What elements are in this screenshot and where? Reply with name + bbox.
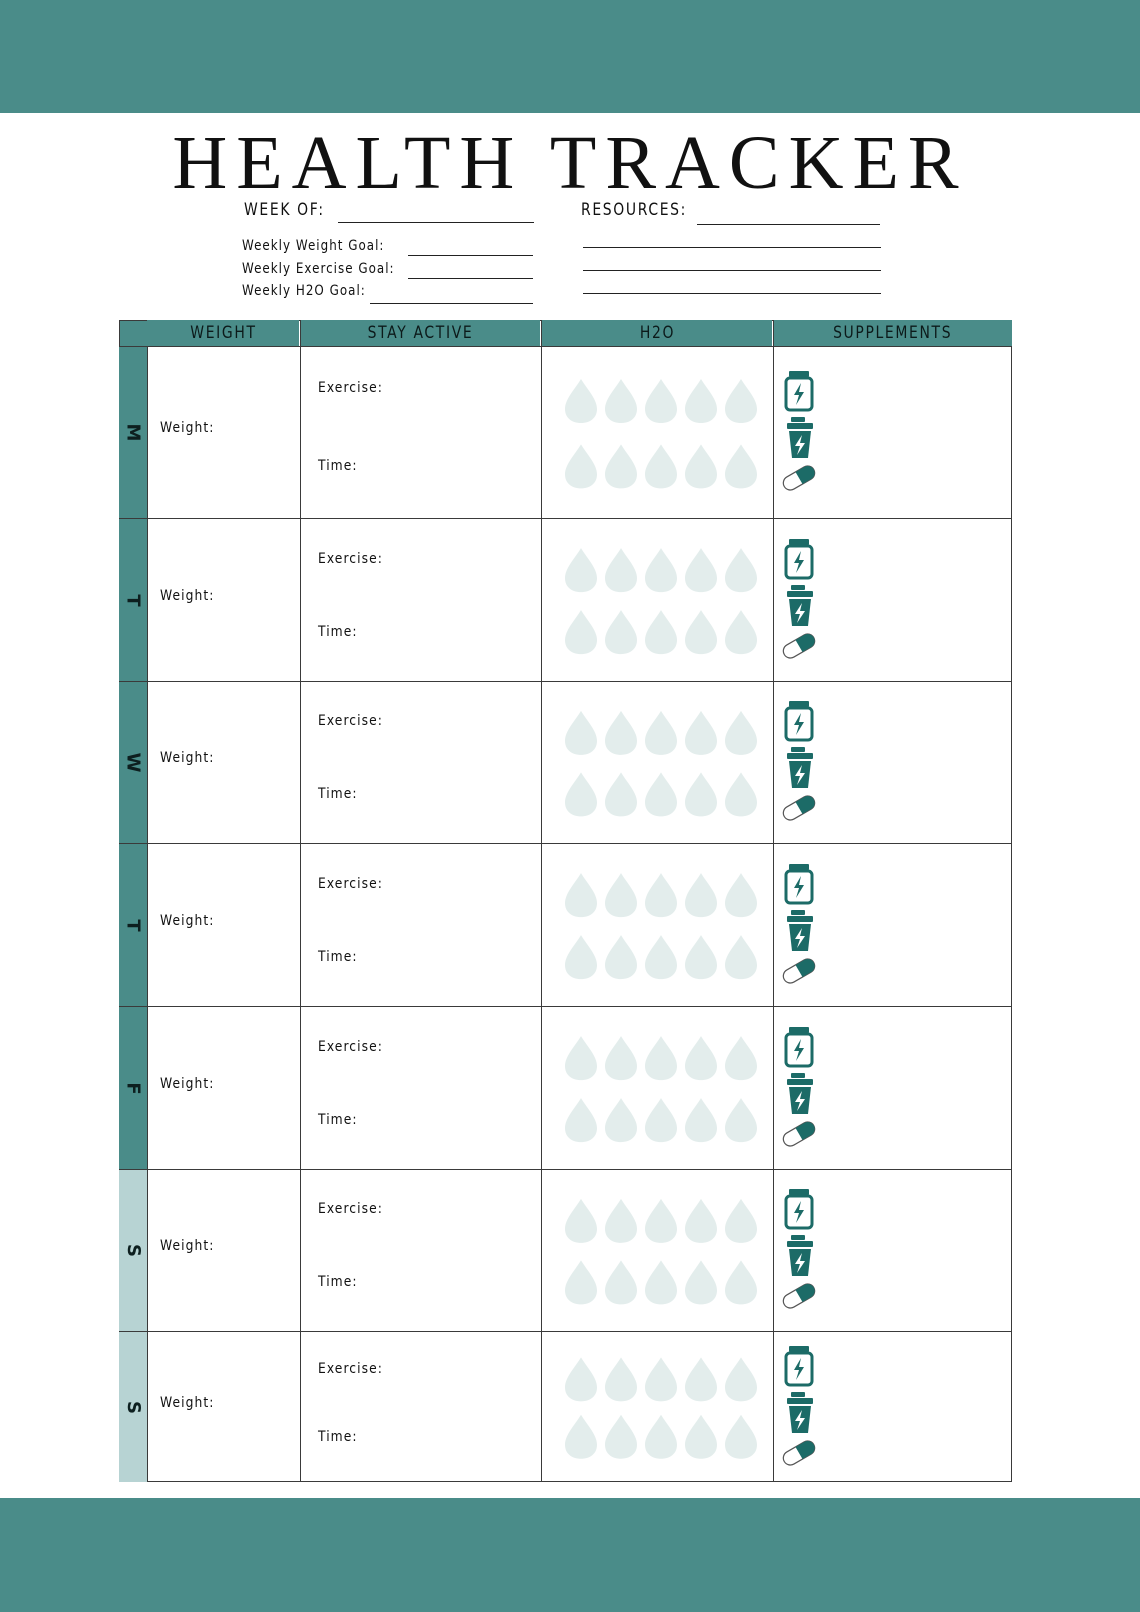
water-drops: [542, 1006, 772, 1169]
water-drop-icon[interactable]: [605, 548, 637, 592]
water-drop-icon[interactable]: [725, 1098, 757, 1142]
water-drop-icon[interactable]: [645, 1036, 677, 1080]
exercise-goal-label: Weekly Exercise Goal:: [242, 261, 395, 277]
water-drop-icon[interactable]: [565, 1199, 597, 1243]
top-band: [0, 0, 1140, 113]
water-drop-icon[interactable]: [605, 1357, 637, 1401]
water-drop-icon[interactable]: [645, 1260, 677, 1304]
water-drop-icon[interactable]: [645, 1357, 677, 1401]
week-of-label: WEEK OF:: [244, 200, 325, 220]
water-drop-icon[interactable]: [645, 444, 677, 488]
supplement-bottle-icon[interactable]: [786, 1027, 812, 1066]
day-letter: M: [122, 423, 144, 442]
water-drop-icon[interactable]: [605, 1199, 637, 1243]
weight-label: Weight:: [160, 912, 215, 929]
shaker-cup-icon[interactable]: [787, 1392, 813, 1433]
capsule-icon[interactable]: [781, 631, 817, 660]
water-drop-icon[interactable]: [725, 711, 757, 755]
shaker-cup-icon[interactable]: [787, 1235, 813, 1276]
day-cell: [119, 347, 147, 518]
water-drops: [542, 681, 772, 843]
supplement-bottle-icon[interactable]: [786, 371, 812, 410]
capsule-icon[interactable]: [781, 793, 817, 822]
column-header-supplements: SUPPLEMENTS: [774, 320, 1012, 346]
water-drop-icon[interactable]: [685, 873, 717, 917]
weight-goal-line[interactable]: [408, 255, 533, 256]
supplement-icons: [781, 1026, 831, 1156]
capsule-icon[interactable]: [781, 1438, 817, 1467]
resources-line-3[interactable]: [583, 270, 881, 271]
tracker-table: [119, 320, 1012, 1482]
h2o-goal-line[interactable]: [370, 303, 533, 304]
column-header-weight: WEIGHT: [147, 320, 299, 346]
water-drop-icon[interactable]: [605, 1036, 637, 1080]
water-drop-icon[interactable]: [645, 711, 677, 755]
day-cell: [119, 682, 147, 843]
water-drop-icon[interactable]: [725, 1036, 757, 1080]
exercise-label: Exercise:: [318, 1361, 383, 1378]
day-cell: [119, 519, 147, 681]
water-drop-icon[interactable]: [685, 1036, 717, 1080]
capsule-icon[interactable]: [781, 956, 817, 985]
water-drop-icon[interactable]: [565, 1357, 597, 1401]
day-letter: F: [122, 1081, 144, 1095]
resources-label: RESOURCES:: [581, 200, 687, 220]
day-letter: S: [122, 1400, 144, 1414]
week-of-line[interactable]: [338, 222, 534, 223]
supplement-icons: [781, 370, 831, 500]
water-drop-icon[interactable]: [605, 1098, 637, 1142]
time-label: Time:: [318, 1111, 358, 1128]
time-label: Time:: [318, 457, 358, 474]
water-drop-icon[interactable]: [605, 379, 637, 423]
water-drop-icon[interactable]: [605, 610, 637, 654]
water-drop-icon[interactable]: [605, 772, 637, 816]
water-drop-icon[interactable]: [605, 935, 637, 979]
water-drop-icon[interactable]: [725, 935, 757, 979]
bottom-band: [0, 1498, 1140, 1612]
time-label: Time:: [318, 1429, 358, 1446]
exercise-label: Exercise:: [318, 1201, 383, 1218]
day-letter: W: [122, 752, 144, 773]
water-drops: [542, 518, 772, 681]
water-drops: [542, 1331, 772, 1482]
water-drop-icon[interactable]: [565, 772, 597, 816]
weight-label: Weight:: [160, 1075, 215, 1092]
water-drop-icon[interactable]: [685, 1415, 717, 1459]
water-drop-icon[interactable]: [645, 1199, 677, 1243]
day-letter: S: [122, 1244, 144, 1257]
water-drop-icon[interactable]: [565, 1260, 597, 1304]
weight-label: Weight:: [160, 587, 215, 604]
day-letter: T: [122, 593, 144, 607]
day-cell: [119, 1007, 147, 1169]
shaker-cup-icon[interactable]: [787, 747, 813, 788]
day-cell: [119, 1332, 147, 1482]
shaker-cup-icon[interactable]: [787, 585, 813, 626]
day-letter: T: [122, 918, 144, 932]
water-drop-icon[interactable]: [685, 772, 717, 816]
water-drop-icon[interactable]: [725, 548, 757, 592]
time-label: Time:: [318, 1274, 358, 1291]
water-drop-icon[interactable]: [725, 379, 757, 423]
page-title: HEALTH TRACKER: [172, 121, 968, 205]
weight-goal-label: Weekly Weight Goal:: [242, 238, 385, 254]
exercise-label: Exercise:: [318, 380, 383, 397]
column-header-stay-active: STAY ACTIVE: [301, 320, 540, 346]
water-drop-icon[interactable]: [565, 1415, 597, 1459]
exercise-label: Exercise:: [318, 550, 383, 567]
shaker-cup-icon[interactable]: [787, 910, 813, 951]
water-drop-icon[interactable]: [725, 1260, 757, 1304]
resources-line-4[interactable]: [583, 293, 881, 294]
resources-line-2[interactable]: [583, 247, 881, 248]
resources-line-1[interactable]: [697, 224, 880, 225]
column-header-h2o: H2O: [542, 320, 772, 346]
water-drop-icon[interactable]: [565, 610, 597, 654]
water-drop-icon[interactable]: [725, 1415, 757, 1459]
water-drop-icon[interactable]: [685, 1260, 717, 1304]
water-drop-icon[interactable]: [685, 935, 717, 979]
water-drop-icon[interactable]: [565, 711, 597, 755]
water-drop-icon[interactable]: [605, 1415, 637, 1459]
water-drop-icon[interactable]: [645, 1098, 677, 1142]
shaker-cup-icon[interactable]: [787, 417, 813, 458]
water-drops: [542, 1169, 772, 1331]
water-drop-icon[interactable]: [725, 610, 757, 654]
water-drop-icon[interactable]: [565, 444, 597, 488]
weight-label: Weight:: [160, 750, 215, 766]
water-drop-icon[interactable]: [645, 548, 677, 592]
water-drop-icon[interactable]: [725, 444, 757, 488]
supplement-bottle-icon[interactable]: [786, 701, 812, 740]
water-drop-icon[interactable]: [605, 444, 637, 488]
water-drop-icon[interactable]: [565, 379, 597, 423]
supplement-bottle-icon[interactable]: [786, 1346, 812, 1385]
exercise-goal-line[interactable]: [408, 278, 533, 279]
water-drop-icon[interactable]: [645, 1415, 677, 1459]
water-drop-icon[interactable]: [565, 873, 597, 917]
water-drop-icon[interactable]: [645, 610, 677, 654]
supplement-bottle-icon[interactable]: [786, 1189, 812, 1228]
water-drop-icon[interactable]: [685, 1357, 717, 1401]
capsule-icon[interactable]: [781, 1119, 817, 1148]
exercise-label: Exercise:: [318, 1038, 383, 1055]
water-drop-icon[interactable]: [725, 1357, 757, 1401]
water-drop-icon[interactable]: [685, 379, 717, 423]
weight-label: Weight:: [160, 420, 215, 436]
supplement-icons: [781, 1188, 831, 1318]
water-drop-icon[interactable]: [645, 379, 677, 423]
water-drop-icon[interactable]: [725, 873, 757, 917]
water-drop-icon[interactable]: [565, 935, 597, 979]
water-drop-icon[interactable]: [645, 935, 677, 979]
water-drop-icon[interactable]: [605, 873, 637, 917]
water-drops: [542, 843, 772, 1006]
supplement-icons: [781, 1345, 831, 1475]
header-corner: [119, 320, 147, 346]
water-drop-icon[interactable]: [565, 1036, 597, 1080]
h2o-goal-label: Weekly H2O Goal:: [242, 283, 366, 299]
water-drop-icon[interactable]: [685, 1199, 717, 1243]
day-cell: [119, 1170, 147, 1331]
water-drop-icon[interactable]: [685, 444, 717, 488]
time-label: Time:: [318, 786, 358, 803]
water-drop-icon[interactable]: [565, 548, 597, 592]
supplement-icons: [781, 700, 831, 830]
water-drop-icon[interactable]: [645, 873, 677, 917]
weight-label: Weight:: [160, 1238, 215, 1254]
water-drop-icon[interactable]: [685, 548, 717, 592]
water-drop-icon[interactable]: [725, 772, 757, 816]
water-drop-icon[interactable]: [685, 711, 717, 755]
exercise-label: Exercise:: [318, 713, 383, 730]
time-label: Time:: [318, 623, 358, 640]
water-drop-icon[interactable]: [565, 1098, 597, 1142]
supplement-bottle-icon[interactable]: [786, 539, 812, 578]
day-cell: [119, 844, 147, 1006]
weight-label: Weight:: [160, 1394, 215, 1411]
time-label: Time:: [318, 948, 358, 965]
capsule-icon[interactable]: [781, 1281, 817, 1310]
supplement-icons: [781, 863, 831, 993]
water-drops: [542, 346, 772, 518]
water-drop-icon[interactable]: [725, 1199, 757, 1243]
water-drop-icon[interactable]: [605, 711, 637, 755]
water-drop-icon[interactable]: [645, 772, 677, 816]
exercise-label: Exercise:: [318, 875, 383, 892]
shaker-cup-icon[interactable]: [787, 1073, 813, 1114]
water-drop-icon[interactable]: [685, 610, 717, 654]
capsule-icon[interactable]: [781, 463, 817, 492]
water-drop-icon[interactable]: [605, 1260, 637, 1304]
water-drop-icon[interactable]: [685, 1098, 717, 1142]
supplement-icons: [781, 538, 831, 668]
supplement-bottle-icon[interactable]: [786, 864, 812, 903]
